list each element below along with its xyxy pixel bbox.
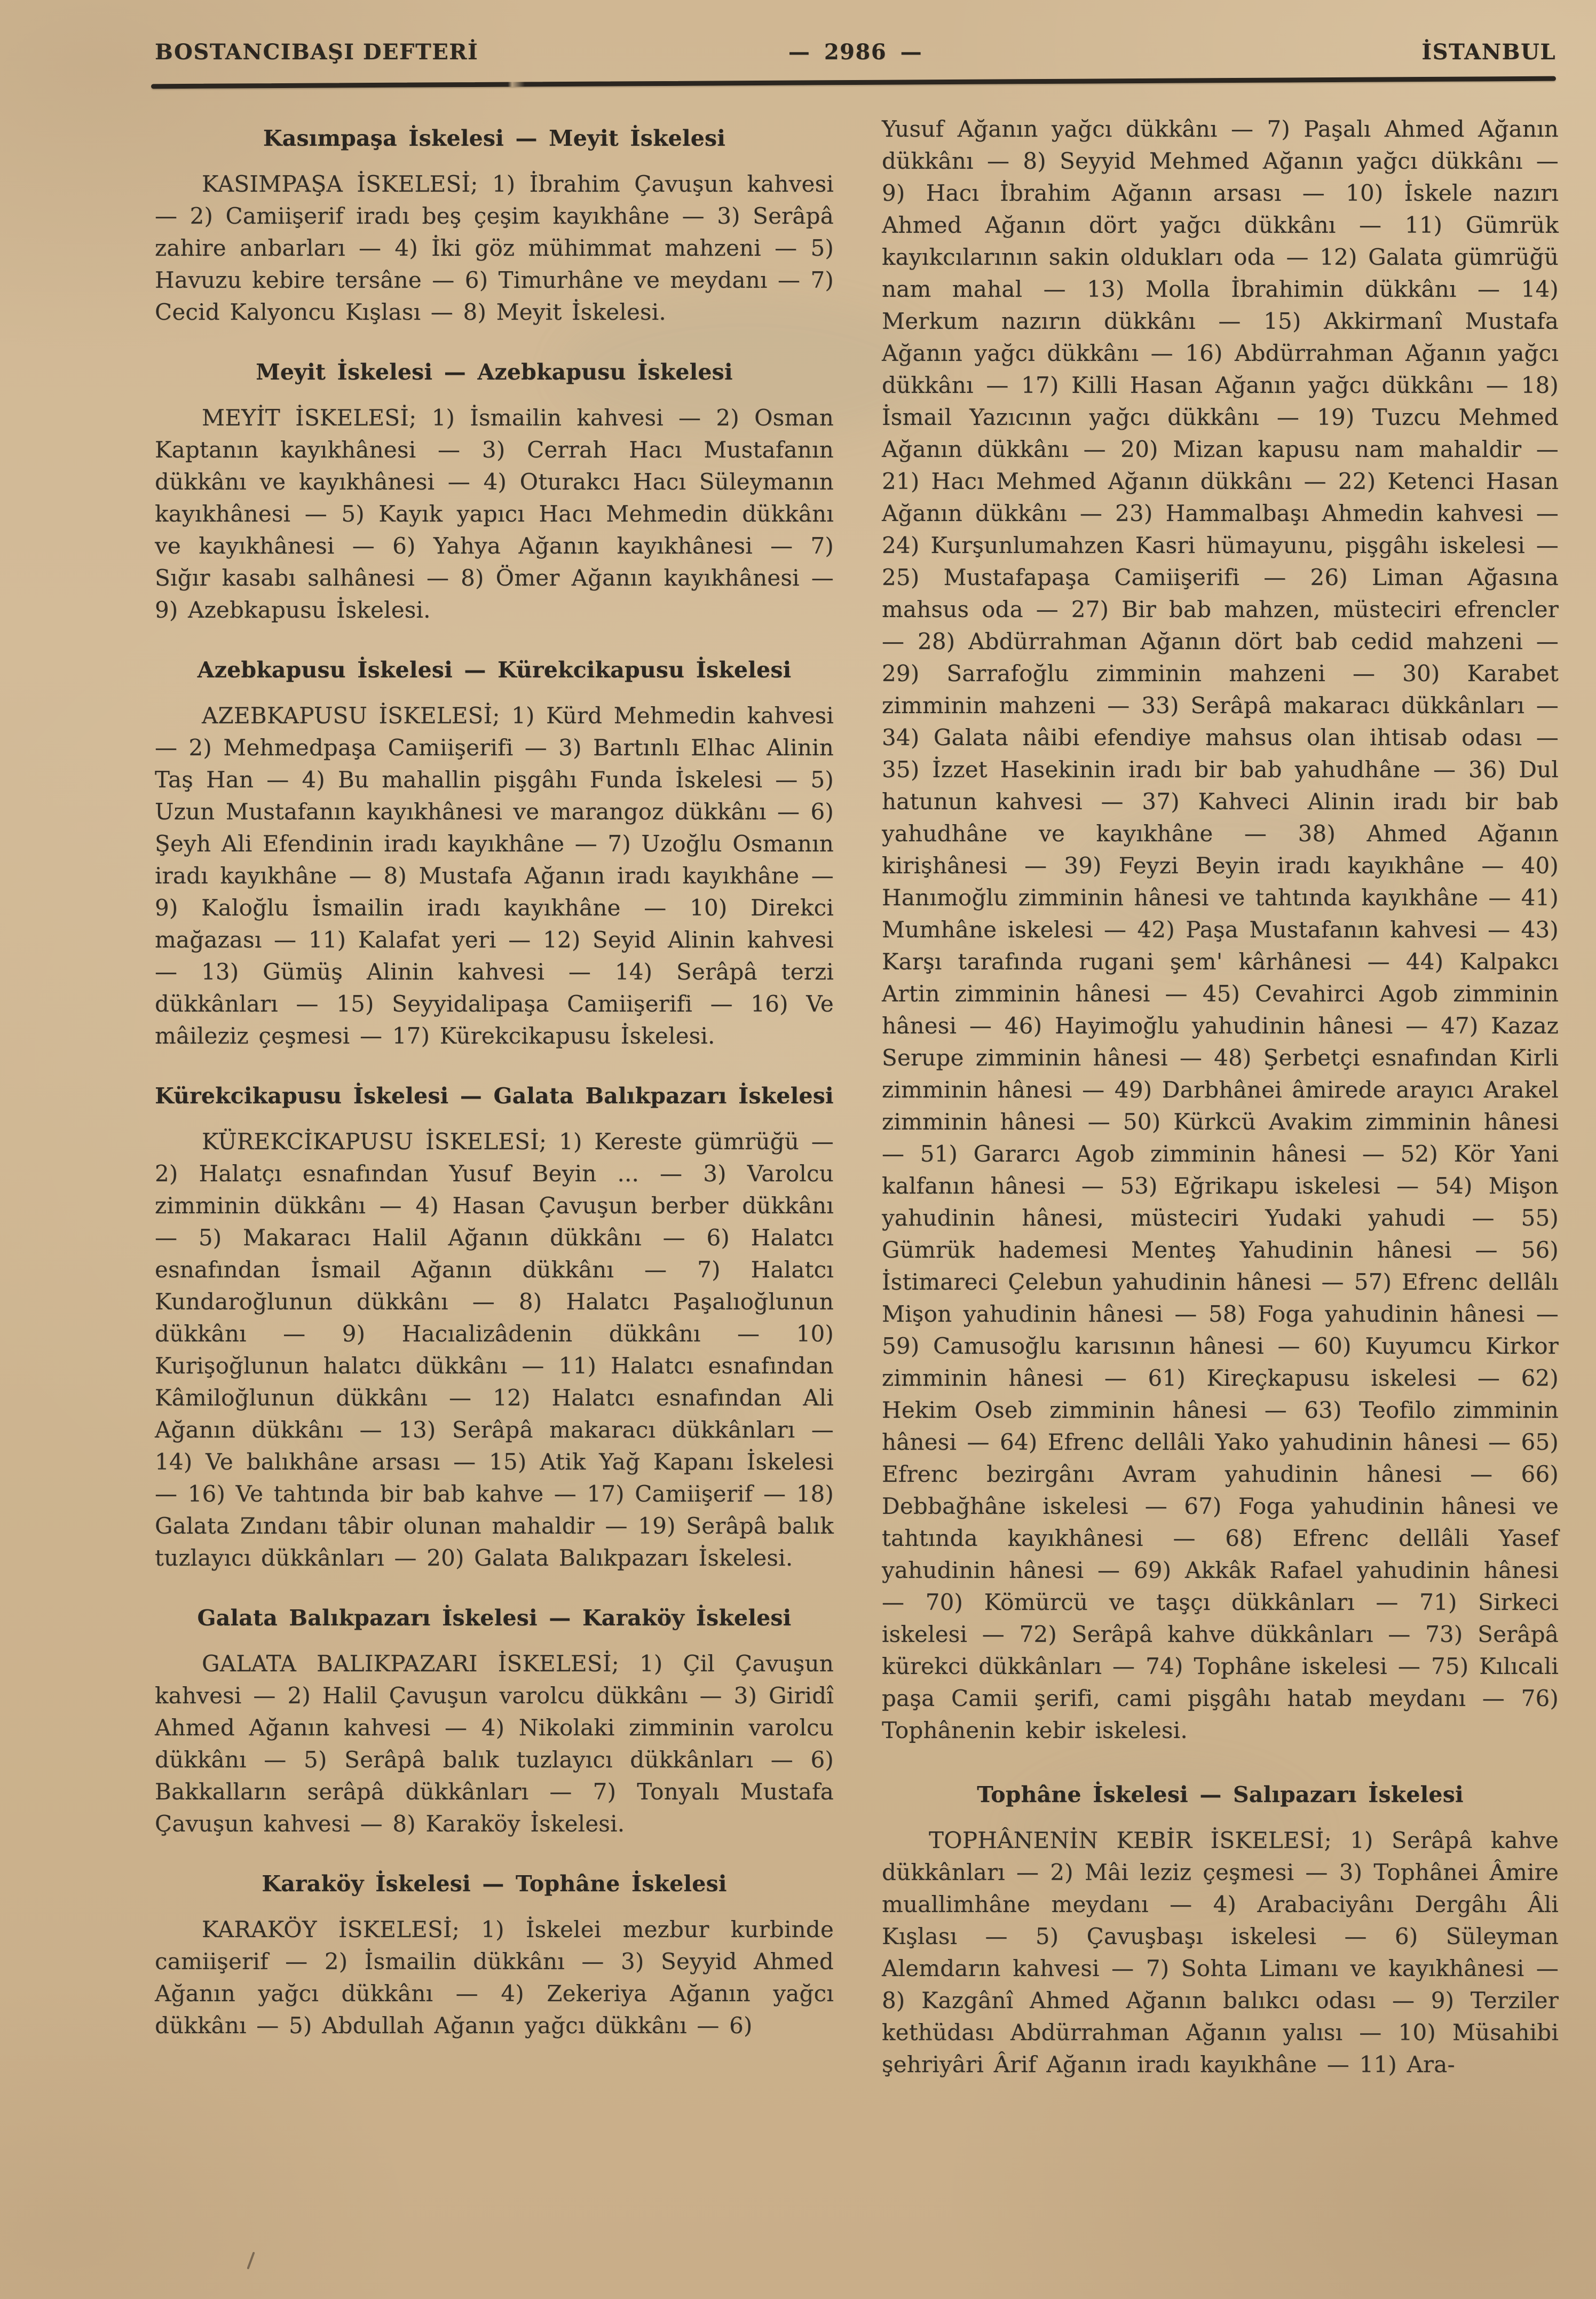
section-paragraph: KASIMPAŞA İSKELESİ; 1) İbrahim Çavuşun kahvesi — 2) Camiişerif iradı beş çeşim kayıkhâne — 3) Serâpâ zahire anbarları — 4) İki göz mühimmat mahzeni — 5) Havuzu kebire tersâne — 6) Timurhâne ve meydanı — 7) Cecid Kalyoncu Kışlası — 8) Meyit İskelesi. xyxy=(155,171,834,325)
section-heading: Azebkapusu İskelesi — Kürekcikapusu İskelesi xyxy=(197,657,792,683)
section-heading: Meyit İskelesi — Azebkapusu İskelesi xyxy=(256,359,733,385)
section-heading: Kürekcikapusu İskelesi — Galata Balıkpazarı İskelesi xyxy=(155,1083,834,1109)
section-paragraph: GALATA BALIKPAZARI İSKELESİ; 1) Çil Çavuşun kahvesi — 2) Halil Çavuşun varolcu dükkânı — 3) Giridî Ahmed Ağanın kahvesi — 4) Nikolaki zimminin varolcu dükkânı — 5) Serâpâ balık tuzlayıcı dükkânları — 6) Bakkalların serâpâ dükkânları — 7) Tonyalı Mustafa Çavuşun kahvesi — 8) Karaköy İskelesi. xyxy=(155,1650,834,1837)
section-heading: Kasımpaşa İskelesi — Meyit İskelesi xyxy=(263,125,726,151)
section-paragraph: MEYİT İSKELESİ; 1) İsmailin kahvesi — 2) Osman Kaptanın kayıkhânesi — 3) Cerrah Hacı Mustafanın dükkânı ve kayıkhânesi — 4) Oturakcı Hacı Süleymanın kayıkhânesi — 5) Kayık yapıcı Hacı Mehmedin dükkânı ve kayıkhânesi — 6) Yahya Ağanın kayıkhânesi — 7) Sığır kasabı salhânesi — 8) Ömer Ağanın kayıkhânesi — 9) Azebkapusu İskelesi. xyxy=(155,405,834,623)
running-header xyxy=(155,39,1556,77)
section-heading: Galata Balıkpazarı İskelesi — Karaköy İskelesi xyxy=(197,1605,792,1631)
header-rule xyxy=(151,76,1556,89)
section-heading: Karaköy İskelesi — Tophâne İskelesi xyxy=(262,1871,727,1897)
section-paragraph: KARAKÖY İSKELESİ; 1) İskelei mezbur kurbinde camiişerif — 2) İsmailin dükkânı — 3) Seyyid Ahmed Ağanın yağcı dükkânı — 4) Zekeriya Ağanın yağcı dükkânı — 5) Abdullah Ağanın yağcı dükkânı — 6) xyxy=(155,1916,834,2039)
page-number: — 2986 — xyxy=(788,39,923,65)
left-column xyxy=(155,115,834,2042)
section-heading: Tophâne İskelesi — Salıpazarı İskelesi xyxy=(977,1782,1464,1807)
running-title: BOSTANCIBAŞI DEFTERİ xyxy=(155,39,479,65)
continuation-paragraph: Yusuf Ağanın yağcı dükkânı — 7) Paşalı Ahmed Ağanın dükkânı — 8) Seyyid Mehmed Ağanın yağcı dükkânı — 9) Hacı İbrahim Ağanın arsası — 10) İskele nazırı Ahmed Ağanın dört yağcı dükkânı — 11) Gümrük kayıkcılarının sakin oldukları oda — 12) Galata gümrüğü nam mahal — 13) Molla İbrahimin dükkânı — 14) Merkum nazırın dükkânı — 15) Akkirmanî Mustafa Ağanın yağcı dükkânı — 16) Abdürrahman Ağanın yağcı dükkânı — 17) Killi Hasan Ağanın yağcı dükkânı — 18) İsmail Yazıcının yağcı dükkânı — 19) Tuzcu Mehmed Ağanın dükkânı — 20) Mizan kapusu nam mahaldir — 21) Hacı Mehmed Ağanın dükkânı — 22) Ketenci Hasan Ağanın dükkânı — 23) Hammalbaşı Ahmedin kahvesi — 24) Kurşunlumahzen Kasri hümayunu, pişgâhı iskelesi — 25) Mustafapaşa Camiişerifi — 26) Liman Ağasına mahsus oda — 27) Bir bab mahzen, müsteciri efrencler — 28) Abdürrahman Ağanın dört bab cedid mahzeni — 29) Sarrafoğlu zimminin mahzeni — 30) Karabet zimminin mahzeni — 33) Serâpâ makaracı dükkânları — 34) Galata nâibi efendiye mahsus olan ihtisab odası — 35) İzzet Hasekinin iradı bir bab yahudhâne — 36) Dul hatunun kahvesi — 37) Kahveci Alinin iradı bir bab yahudhâne ve kayıkhâne — 38) Ahmed Ağanın kirişhânesi — 39) Feyzi Beyin iradı kayıkhâne — 40) Hanımoğlu zimminin hânesi ve tahtında kayıkhâne — 41) Mumhâne iskelesi — 42) Paşa Mustafanın kahvesi — 43) Karşı tarafında rugani şem' kârhânesi — 44) Kalpakcı Artin zimminin hânesi — 45) Cevahirci Agob zimminin hânesi — 46) Hayimoğlu yahudinin hânesi — 47) Kazaz Serupe zimminin hânesi — 48) Şerbetçi esnafından Kirli zimminin hânesi — 49) Darbhânei âmirede arayıcı Arakel zimminin hânesi — 50) Kürkcü Avakim zimminin hânesi — 51) Gararcı Agob zimminin hânesi — 52) Kör Yani kalfanın hânesi — 53) Eğrikapu iskelesi — 54) Mişon yahudinin hânesi, müsteciri Yudaki yahudi — 55) Gümrük hademesi Menteş Yahudinin hânesi — 56) İstimareci Çelebun yahudinin hânesi — 57) Efrenc dellâlı Mişon yahudinin hânesi — 58) Foga yahudinin hânesi — 59) Camusoğlu karısının hânesi — 60) Kuyumcu Kirkor zimminin hânesi — 61) Kireçkapusu iskelesi — 62) Hekim Oseb zimminin hânesi — 63) Teofilo zimminin hânesi — 64) Efrenc dellâli Yako yahudinin hânesi — 65) Efrenc bezirgânı Avram yahudinin hânesi — 66) Debbağhâne iskelesi — 67) Foga yahudinin hânesi ve tahtında kayıkhânesi — 68) Efrenc dellâli Yasef yahudinin hânesi — 69) Akkâk Rafael yahudinin hânesi — 70) Kömürcü ve taşçı dükkânları — 71) Sirkeci iskelesi — 72) Serâpâ kahve dükkânları — 73) Serâpâ kürekci dükkânları — 74) Tophâne iskelesi — 75) Kılıcali paşa Camii şerifi, cami pişgâhı hatab meydanı — 76) Tophânenin kebir iskelesi. xyxy=(882,116,1559,1743)
stray-ink-mark xyxy=(247,2251,255,2269)
section-paragraph: KÜREKCİKAPUSU İSKELESİ; 1) Kereste gümrüğü — 2) Halatçı esnafından Yusuf Beyin ... — 3) Varolcu zimminin dükkânı — 4) Hasan Çavuşun berber dükkânı — 5) Makaracı Halil Ağanın dükkânı — 6) Halatcı esnafından İsmail Ağanın dükkânı — 7) Halatcı Kundaroğlunun dükkânı — 8) Halatcı Paşalıoğlunun dükkânı — 9) Hacıalizâdenin dükkânı — 10) Kurişoğlunun halatcı dükkânı — 11) Halatcı esnafından Kâmiloğlunun dükkânı — 12) Halatcı esnafından Ali Ağanın dükkânı — 13) Serâpâ makaracı dükkânları — 14) Ve balıkhâne arsası — 15) Atik Yağ Kapanı İskelesi — 16) Ve tahtında bir bab kahve — 17) Camiişerif — 18) Galata Zındanı tâbir olunan mahaldir — 19) Serâpâ balık tuzlayıcı dükkânları — 20) Galata Balıkpazarı İskelesi. xyxy=(155,1128,834,1571)
section-paragraph: TOPHÂNENİN KEBİR İSKELESİ; 1) Serâpâ kahve dükkânları — 2) Mâi leziz çeşmesi — 3) Tophânei Âmire muallimhâne meydanı — 4) Arabaciyânı Dergâhı Âli Kışlası — 5) Çavuşbaşı iskelesi — 6) Süleyman Alemdarın kahvesi — 7) Sohta Limanı ve kayıkhânesi — 8) Kazgânî Ahmed Ağanın balıkcı odası — 9) Terziler kethüdası Abdürrahman Ağanın yalısı — 10) Müsahibi şehriyâri Ârif Ağanın iradı kayıkhâne — 11) Ara- xyxy=(882,1827,1559,2077)
place-title: İSTANBUL xyxy=(1421,39,1556,65)
section-paragraph: AZEBKAPUSU İSKELESİ; 1) Kürd Mehmedin kahvesi — 2) Mehmedpaşa Camiişerifi — 3) Bartınlı Elhac Alinin Taş Han — 4) Bu mahallin pişgâhı Funda İskelesi — 5) Uzun Mustafanın kayıkhânesi ve marangoz dükkânı — 6) Şeyh Ali Efendinin iradı kayıkhâne — 7) Uzoğlu Osmanın iradı kayıkhâne — 8) Mustafa Ağanın iradı kayıkhâne — 9) Kaloğlu İsmailin iradı kayıkhâne — 10) Direkci mağazası — 11) Kalafat yeri — 12) Seyid Alinin kahvesi — 13) Gümüş Alinin kahvesi — 14) Serâpâ terzi dükkânları — 15) Seyyidalipaşa Camiişerifi — 16) Ve mâileziz çeşmesi — 17) Kürekcikapusu İskelesi. xyxy=(155,702,834,1049)
right-column xyxy=(882,113,1559,2081)
